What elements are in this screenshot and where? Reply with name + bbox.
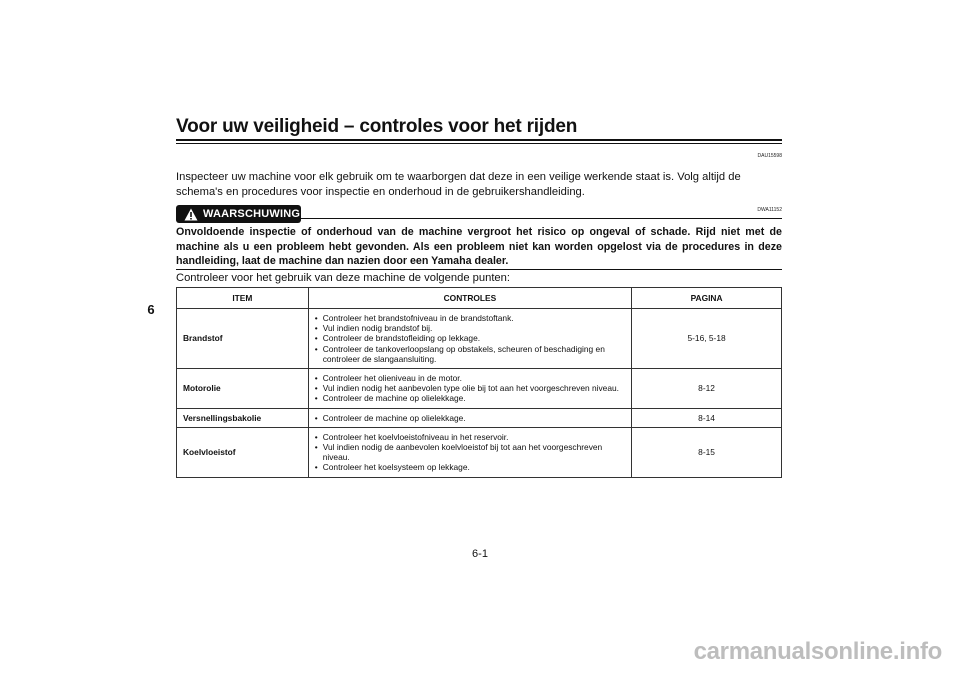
row-item: Brandstof [177,309,309,369]
header-controles: CONTROLES [308,288,631,309]
warning-bottom-rule [176,269,782,270]
row-checks [308,309,631,369]
title-rule-thin [176,143,782,144]
row-item: Motorolie [177,369,309,409]
check-item: • Controleer de brandstofleiding op lekkage. [315,333,625,343]
check-item: • Controleer de machine op olielekkage. [315,413,625,423]
table-row [177,369,782,409]
check-item: • Vul indien nodig het aanbevolen type olie bij tot aan het voorgeschreven niveau. [315,383,625,393]
row-item: Koelvloeistof [177,427,309,477]
check-item: • Controleer de machine op olielekkage. [315,393,625,403]
checklist-lead: Controleer voor het gebruik van deze machine de volgende punten: [176,272,510,284]
warning-ref-code: DWA11152 [757,207,782,213]
row-checks [308,369,631,409]
table-row [177,427,782,477]
row-page: 8-14 [632,408,782,427]
section-ref-code: DAU15598 [757,153,782,159]
check-item: • Controleer het koelsysteem op lekkage. [315,462,625,472]
row-page: 8-12 [632,369,782,409]
row-page: 5-16, 5-18 [632,309,782,369]
table-header-row [177,288,782,309]
warning-badge [176,205,301,223]
chapter-tab: 6 [147,302,155,317]
header-pagina: PAGINA [632,288,782,309]
warning-rule [301,218,782,219]
row-checks [308,427,631,477]
check-item: • Vul indien nodig brandstof bij. [315,323,625,333]
row-item: Versnellingsbakolie [177,408,309,427]
title-rule [176,139,782,141]
warning-text: Onvoldoende inspectie of onderhoud van de machine vergroot het risico op ongeval of schade. Rijd niet met de machine als u een probleem hebt gevonden. Als een probleem niet kan worden opgelost via de procedures in deze handleiding, laat de machine dan nazien door een Yamaha dealer. [176,226,782,267]
watermark: carmanualsonline.info [693,638,942,665]
page-title: Voor uw veiligheid – controles voor het rijden [176,116,578,137]
row-checks [308,408,631,427]
header-item: ITEM [177,288,309,309]
pre-ride-check-table [176,287,782,478]
table-row [177,309,782,369]
warning-triangle-icon [184,208,198,221]
check-item: • Controleer de tankoverloopslang op obstakels, scheuren of beschadiging en controleer de slangaansluiting. [315,344,625,364]
warning-label: WAARSCHUWING [203,208,301,220]
check-item: • Vul indien nodig de aanbevolen koelvloeistof bij tot aan het voorgeschreven niveau. [315,442,625,462]
check-item: • Controleer het olieniveau in de motor. [315,373,625,383]
page-number: 6-1 [472,548,488,560]
row-page: 8-15 [632,427,782,477]
check-item: • Controleer het koelvloeistofniveau in het reservoir. [315,432,625,442]
table-row [177,408,782,427]
intro-paragraph: Inspecteer uw machine voor elk gebruik om te waarborgen dat deze in een veilige werkende staat is. Volg altijd de schema's en procedures voor inspectie en onderhoud in de gebruikershandleiding. [176,171,741,198]
check-item: • Controleer het brandstofniveau in de brandstoftank. [315,313,625,323]
